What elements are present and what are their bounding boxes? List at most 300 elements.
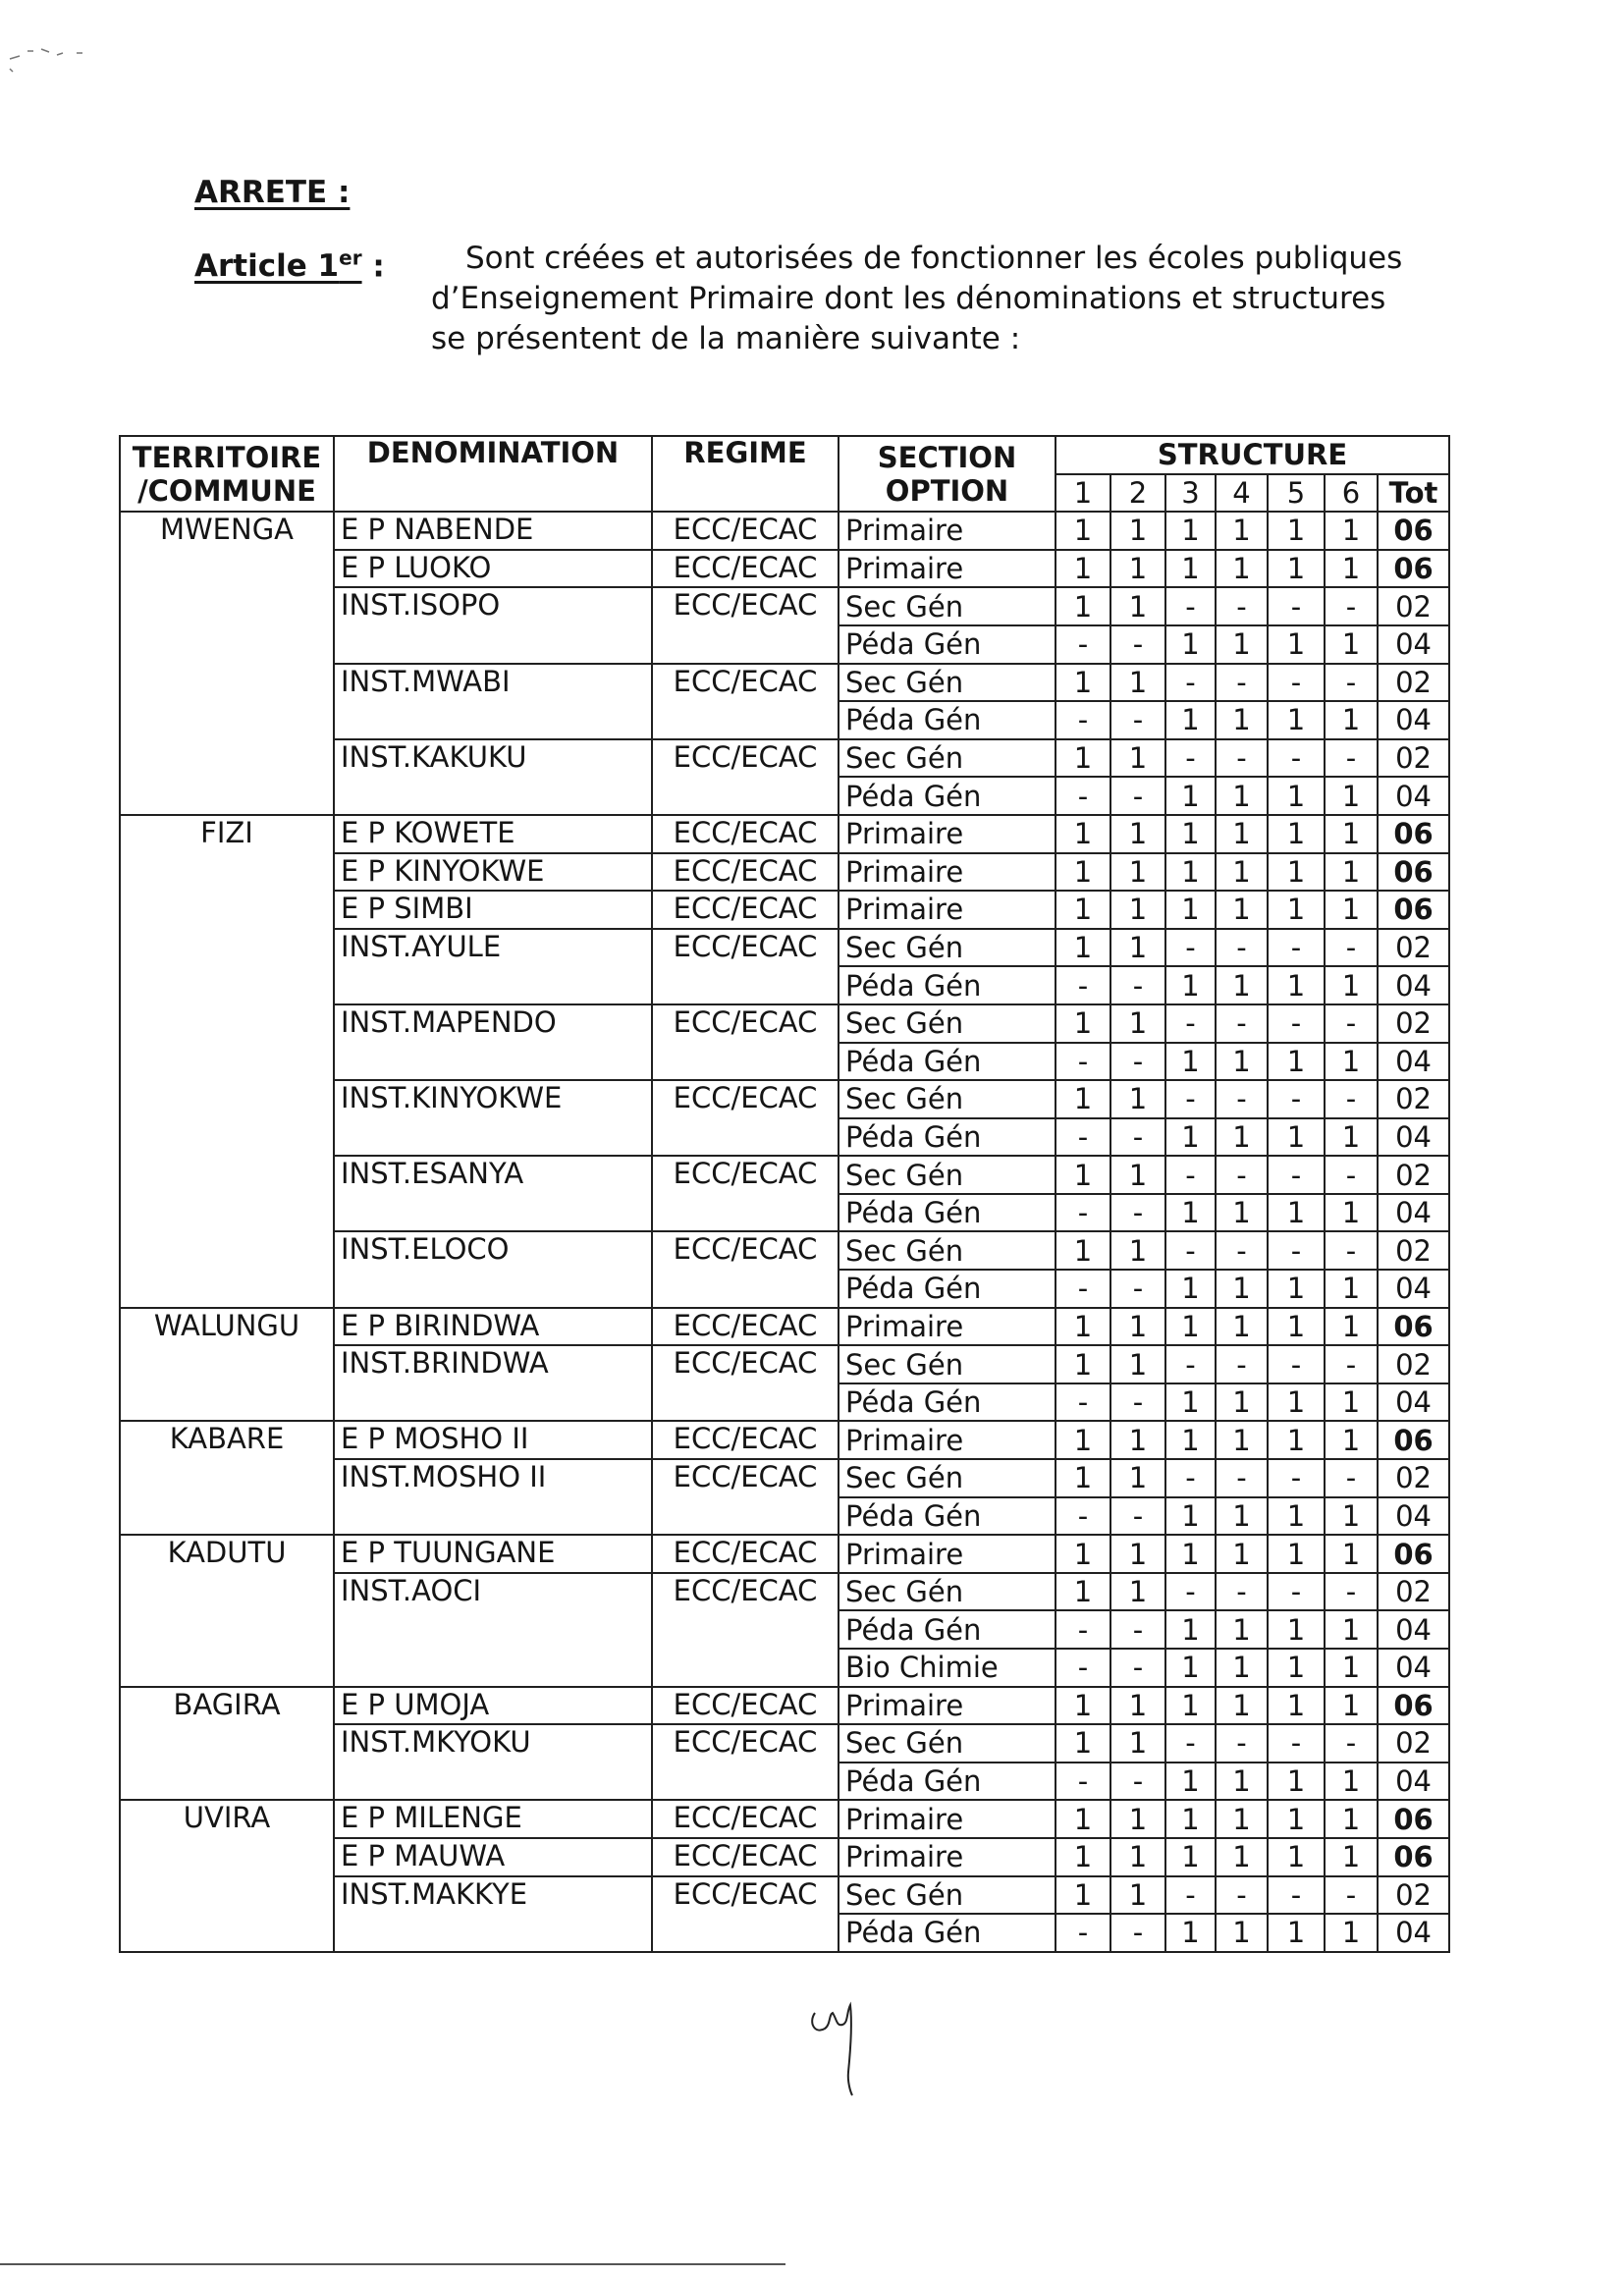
cell-regime: ECC/ECAC xyxy=(652,1004,839,1080)
cell-grade-2: 1 xyxy=(1110,1876,1165,1915)
cell-grade-3: - xyxy=(1165,929,1216,967)
cell-grade-4: 1 xyxy=(1216,1118,1268,1157)
cell-total: 04 xyxy=(1378,1914,1449,1952)
cell-territoire: KABARE xyxy=(120,1421,334,1535)
cell-total: 06 xyxy=(1378,550,1449,588)
cell-grade-3: 1 xyxy=(1165,1914,1216,1952)
cell-grade-4: 1 xyxy=(1216,1383,1268,1422)
cell-grade-1: - xyxy=(1056,701,1110,739)
cell-grade-3: 1 xyxy=(1165,1649,1216,1687)
cell-total: 06 xyxy=(1378,1800,1449,1838)
cell-grade-4: - xyxy=(1216,664,1268,702)
page-heading: ARRETE : xyxy=(194,175,351,210)
cell-total: 02 xyxy=(1378,1156,1449,1194)
cell-total: 04 xyxy=(1378,1497,1449,1536)
cell-grade-2: 1 xyxy=(1110,929,1165,967)
cell-regime: ECC/ECAC xyxy=(652,929,839,1004)
cell-territoire: BAGIRA xyxy=(120,1687,334,1801)
cell-grade-5: 1 xyxy=(1268,777,1325,815)
cell-grade-6: - xyxy=(1325,664,1378,702)
table-row xyxy=(120,512,1449,550)
cell-regime: ECC/ECAC xyxy=(652,550,839,588)
cell-grade-5: - xyxy=(1268,929,1325,967)
cell-regime: ECC/ECAC xyxy=(652,891,839,929)
cell-grade-1: - xyxy=(1056,1610,1110,1649)
cell-grade-5: 1 xyxy=(1268,891,1325,929)
cell-grade-1: 1 xyxy=(1056,1421,1110,1459)
cell-grade-5: 1 xyxy=(1268,550,1325,588)
cell-section-option: Primaire xyxy=(839,853,1056,892)
cell-grade-4: 1 xyxy=(1216,1763,1268,1801)
cell-section-option: Primaire xyxy=(839,815,1056,853)
cell-grade-2: - xyxy=(1110,701,1165,739)
cell-section-option: Sec Gén xyxy=(839,1459,1056,1497)
cell-grade-6: 1 xyxy=(1325,1649,1378,1687)
table-body xyxy=(120,512,1449,1952)
article-1 xyxy=(194,239,1403,356)
cell-grade-6: 1 xyxy=(1325,1610,1378,1649)
cell-section-option: Bio Chimie xyxy=(839,1649,1056,1687)
cell-regime: ECC/ECAC xyxy=(652,1687,839,1725)
cell-denomination: E P SIMBI xyxy=(334,891,652,929)
cell-grade-3: - xyxy=(1165,1004,1216,1043)
article-text-line-3: se présentent de la manière suivante : xyxy=(431,321,1021,356)
cell-grade-1: - xyxy=(1056,625,1110,664)
cell-section-option: Sec Gén xyxy=(839,739,1056,778)
cell-section-option: Sec Gén xyxy=(839,1156,1056,1194)
table-row xyxy=(120,1535,1449,1573)
cell-section-option: Sec Gén xyxy=(839,1231,1056,1270)
cell-grade-1: - xyxy=(1056,1383,1110,1422)
cell-total: 06 xyxy=(1378,512,1449,550)
cell-grade-3: 1 xyxy=(1165,1535,1216,1573)
cell-total: 02 xyxy=(1378,1876,1449,1915)
cell-grade-3: 1 xyxy=(1165,1610,1216,1649)
cell-total: 06 xyxy=(1378,1421,1449,1459)
cell-grade-6: 1 xyxy=(1325,1535,1378,1573)
cell-grade-1: - xyxy=(1056,1043,1110,1081)
cell-grade-2: 1 xyxy=(1110,891,1165,929)
cell-section-option: Sec Gén xyxy=(839,1080,1056,1118)
cell-grade-1: 1 xyxy=(1056,1004,1110,1043)
header-territoire: TERRITOIRE /COMMUNE xyxy=(120,436,334,512)
cell-denomination: E P BIRINDWA xyxy=(334,1308,652,1346)
cell-regime: ECC/ECAC xyxy=(652,1573,839,1687)
cell-total: 02 xyxy=(1378,929,1449,967)
cell-grade-5: 1 xyxy=(1268,853,1325,892)
cell-grade-1: 1 xyxy=(1056,1838,1110,1876)
cell-grade-6: 1 xyxy=(1325,1043,1378,1081)
cell-grade-2: - xyxy=(1110,777,1165,815)
cell-grade-3: 1 xyxy=(1165,1763,1216,1801)
article-text-line-1: Sont créées et autorisées de fonctionner les écoles publiques xyxy=(465,241,1403,276)
cell-grade-4: - xyxy=(1216,1876,1268,1915)
cell-section-option: Sec Gén xyxy=(839,1573,1056,1611)
cell-denomination: E P NABENDE xyxy=(334,512,652,550)
cell-grade-5: 1 xyxy=(1268,1535,1325,1573)
cell-grade-6: - xyxy=(1325,1156,1378,1194)
cell-grade-4: - xyxy=(1216,929,1268,967)
cell-total: 04 xyxy=(1378,777,1449,815)
cell-regime: ECC/ECAC xyxy=(652,1231,839,1307)
cell-grade-5: 1 xyxy=(1268,1308,1325,1346)
cell-grade-5: - xyxy=(1268,1459,1325,1497)
cell-grade-6: 1 xyxy=(1325,550,1378,588)
cell-grade-5: 1 xyxy=(1268,815,1325,853)
table-row xyxy=(120,1308,1449,1346)
cell-section-option: Primaire xyxy=(839,512,1056,550)
cell-section-option: Péda Gén xyxy=(839,1914,1056,1952)
cell-total: 04 xyxy=(1378,1610,1449,1649)
cell-grade-6: 1 xyxy=(1325,1497,1378,1536)
header-grade-3: 3 xyxy=(1165,474,1216,513)
cell-regime: ECC/ECAC xyxy=(652,1308,839,1346)
cell-total: 06 xyxy=(1378,815,1449,853)
cell-grade-6: 1 xyxy=(1325,1118,1378,1157)
header-row-1 xyxy=(120,436,1449,474)
cell-grade-3: - xyxy=(1165,1876,1216,1915)
cell-grade-3: 1 xyxy=(1165,1838,1216,1876)
cell-grade-4: 1 xyxy=(1216,1308,1268,1346)
cell-total: 02 xyxy=(1378,587,1449,625)
cell-grade-3: - xyxy=(1165,1080,1216,1118)
cell-total: 02 xyxy=(1378,1231,1449,1270)
cell-territoire: MWENGA xyxy=(120,512,334,815)
cell-denomination: INST.AOCI xyxy=(334,1573,652,1687)
cell-grade-3: 1 xyxy=(1165,1421,1216,1459)
cell-grade-6: 1 xyxy=(1325,1270,1378,1308)
cell-total: 04 xyxy=(1378,1043,1449,1081)
cell-denomination: E P MOSHO II xyxy=(334,1421,652,1459)
cell-grade-3: - xyxy=(1165,664,1216,702)
cell-grade-4: 1 xyxy=(1216,1800,1268,1838)
cell-total: 02 xyxy=(1378,1080,1449,1118)
cell-grade-1: 1 xyxy=(1056,1800,1110,1838)
cell-grade-3: - xyxy=(1165,739,1216,778)
cell-grade-6: 1 xyxy=(1325,1308,1378,1346)
cell-grade-6: - xyxy=(1325,1345,1378,1383)
header-grade-2: 2 xyxy=(1110,474,1165,513)
cell-grade-3: - xyxy=(1165,1156,1216,1194)
cell-grade-3: - xyxy=(1165,1345,1216,1383)
cell-denomination: E P TUUNGANE xyxy=(334,1535,652,1573)
cell-grade-2: - xyxy=(1110,1763,1165,1801)
scan-bottom-line xyxy=(0,2263,785,2265)
cell-grade-1: 1 xyxy=(1056,853,1110,892)
cell-section-option: Sec Gén xyxy=(839,1876,1056,1915)
cell-grade-3: 1 xyxy=(1165,512,1216,550)
cell-total: 06 xyxy=(1378,1308,1449,1346)
cell-section-option: Primaire xyxy=(839,1535,1056,1573)
cell-section-option: Péda Gén xyxy=(839,1194,1056,1232)
cell-grade-1: 1 xyxy=(1056,1724,1110,1763)
header-denomination: DENOMINATION xyxy=(334,436,652,512)
cell-section-option: Primaire xyxy=(839,1687,1056,1725)
cell-total: 06 xyxy=(1378,853,1449,892)
cell-grade-5: 1 xyxy=(1268,1497,1325,1536)
cell-grade-4: - xyxy=(1216,1724,1268,1763)
cell-grade-6: - xyxy=(1325,929,1378,967)
cell-grade-3: 1 xyxy=(1165,966,1216,1004)
cell-total: 02 xyxy=(1378,1345,1449,1383)
cell-grade-1: 1 xyxy=(1056,891,1110,929)
cell-grade-5: 1 xyxy=(1268,1649,1325,1687)
cell-denomination: INST.MWABI xyxy=(334,664,652,739)
cell-grade-6: 1 xyxy=(1325,966,1378,1004)
cell-grade-3: 1 xyxy=(1165,1043,1216,1081)
cell-grade-2: - xyxy=(1110,1914,1165,1952)
cell-grade-4: 1 xyxy=(1216,1270,1268,1308)
cell-section-option: Primaire xyxy=(839,891,1056,929)
cell-grade-2: 1 xyxy=(1110,664,1165,702)
cell-grade-2: 1 xyxy=(1110,587,1165,625)
cell-denomination: INST.MKYOKU xyxy=(334,1724,652,1800)
cell-grade-5: 1 xyxy=(1268,1383,1325,1422)
cell-denomination: INST.ESANYA xyxy=(334,1156,652,1231)
cell-grade-2: 1 xyxy=(1110,512,1165,550)
cell-grade-2: 1 xyxy=(1110,815,1165,853)
cell-grade-5: 1 xyxy=(1268,1800,1325,1838)
cell-section-option: Primaire xyxy=(839,1308,1056,1346)
cell-grade-4: - xyxy=(1216,1573,1268,1611)
scan-specks xyxy=(8,39,145,79)
cell-grade-2: 1 xyxy=(1110,1800,1165,1838)
cell-grade-5: 1 xyxy=(1268,1270,1325,1308)
cell-grade-3: 1 xyxy=(1165,1687,1216,1725)
cell-grade-6: - xyxy=(1325,1724,1378,1763)
cell-grade-6: 1 xyxy=(1325,1383,1378,1422)
cell-denomination: INST.AYULE xyxy=(334,929,652,1004)
header-structure: STRUCTURE xyxy=(1056,436,1449,474)
cell-grade-5: - xyxy=(1268,1724,1325,1763)
cell-denomination: E P UMOJA xyxy=(334,1687,652,1725)
cell-grade-4: - xyxy=(1216,1080,1268,1118)
cell-section-option: Primaire xyxy=(839,550,1056,588)
cell-grade-1: 1 xyxy=(1056,1080,1110,1118)
cell-grade-3: 1 xyxy=(1165,891,1216,929)
schools-structure-table xyxy=(119,435,1450,1953)
cell-denomination: E P LUOKO xyxy=(334,550,652,588)
cell-grade-5: 1 xyxy=(1268,1838,1325,1876)
cell-grade-4: 1 xyxy=(1216,777,1268,815)
cell-grade-6: 1 xyxy=(1325,1763,1378,1801)
cell-section-option: Péda Gén xyxy=(839,1383,1056,1422)
cell-grade-2: - xyxy=(1110,1383,1165,1422)
cell-grade-6: 1 xyxy=(1325,815,1378,853)
cell-grade-5: 1 xyxy=(1268,1763,1325,1801)
cell-grade-5: - xyxy=(1268,664,1325,702)
cell-total: 02 xyxy=(1378,739,1449,778)
cell-section-option: Péda Gén xyxy=(839,1118,1056,1157)
cell-total: 04 xyxy=(1378,1383,1449,1422)
cell-grade-5: - xyxy=(1268,1876,1325,1915)
cell-grade-6: - xyxy=(1325,739,1378,778)
cell-grade-2: - xyxy=(1110,1194,1165,1232)
cell-grade-6: 1 xyxy=(1325,1914,1378,1952)
header-grade-6: 6 xyxy=(1325,474,1378,513)
cell-section-option: Péda Gén xyxy=(839,1497,1056,1536)
cell-total: 02 xyxy=(1378,1724,1449,1763)
cell-territoire: KADUTU xyxy=(120,1535,334,1686)
cell-grade-1: 1 xyxy=(1056,929,1110,967)
article-text xyxy=(431,279,1403,359)
cell-grade-2: 1 xyxy=(1110,1687,1165,1725)
cell-grade-1: - xyxy=(1056,1497,1110,1536)
cell-grade-2: 1 xyxy=(1110,1156,1165,1194)
header-regime: REGIME xyxy=(652,436,839,512)
cell-grade-5: 1 xyxy=(1268,1687,1325,1725)
table-row xyxy=(120,1421,1449,1459)
cell-grade-1: 1 xyxy=(1056,815,1110,853)
cell-grade-6: - xyxy=(1325,1573,1378,1611)
cell-territoire: FIZI xyxy=(120,815,334,1308)
cell-grade-6: 1 xyxy=(1325,1194,1378,1232)
table-row xyxy=(120,1687,1449,1725)
cell-section-option: Sec Gén xyxy=(839,1345,1056,1383)
cell-grade-4: 1 xyxy=(1216,550,1268,588)
cell-grade-4: - xyxy=(1216,1231,1268,1270)
cell-denomination: INST.MAKKYE xyxy=(334,1876,652,1952)
cell-section-option: Sec Gén xyxy=(839,929,1056,967)
cell-section-option: Péda Gén xyxy=(839,625,1056,664)
cell-regime: ECC/ECAC xyxy=(652,1838,839,1876)
cell-grade-2: 1 xyxy=(1110,1231,1165,1270)
cell-denomination: E P MILENGE xyxy=(334,1800,652,1838)
cell-section-option: Péda Gén xyxy=(839,1270,1056,1308)
cell-grade-5: 1 xyxy=(1268,625,1325,664)
cell-grade-6: - xyxy=(1325,587,1378,625)
header-section-option: SECTION OPTION xyxy=(839,436,1056,512)
cell-grade-5: - xyxy=(1268,739,1325,778)
cell-grade-3: 1 xyxy=(1165,1497,1216,1536)
cell-grade-5: 1 xyxy=(1268,701,1325,739)
cell-grade-3: 1 xyxy=(1165,1308,1216,1346)
cell-total: 02 xyxy=(1378,1573,1449,1611)
cell-grade-6: - xyxy=(1325,1876,1378,1915)
cell-grade-3: 1 xyxy=(1165,550,1216,588)
cell-grade-3: 1 xyxy=(1165,1118,1216,1157)
cell-territoire: UVIRA xyxy=(120,1800,334,1951)
cell-section-option: Primaire xyxy=(839,1800,1056,1838)
header-grade-1: 1 xyxy=(1056,474,1110,513)
cell-grade-2: 1 xyxy=(1110,1459,1165,1497)
cell-grade-1: 1 xyxy=(1056,1535,1110,1573)
cell-grade-3: 1 xyxy=(1165,1194,1216,1232)
cell-grade-1: 1 xyxy=(1056,1308,1110,1346)
cell-grade-2: - xyxy=(1110,1649,1165,1687)
cell-grade-2: - xyxy=(1110,966,1165,1004)
cell-grade-2: 1 xyxy=(1110,1421,1165,1459)
cell-grade-1: - xyxy=(1056,1763,1110,1801)
cell-grade-3: 1 xyxy=(1165,853,1216,892)
cell-grade-4: 1 xyxy=(1216,815,1268,853)
cell-section-option: Péda Gén xyxy=(839,966,1056,1004)
cell-total: 04 xyxy=(1378,1763,1449,1801)
cell-total: 06 xyxy=(1378,891,1449,929)
cell-grade-6: - xyxy=(1325,1004,1378,1043)
cell-regime: ECC/ECAC xyxy=(652,1459,839,1535)
cell-grade-5: 1 xyxy=(1268,1043,1325,1081)
cell-grade-2: - xyxy=(1110,1497,1165,1536)
cell-grade-2: 1 xyxy=(1110,1004,1165,1043)
cell-grade-2: - xyxy=(1110,1118,1165,1157)
cell-grade-3: 1 xyxy=(1165,815,1216,853)
cell-grade-1: 1 xyxy=(1056,1345,1110,1383)
cell-regime: ECC/ECAC xyxy=(652,1800,839,1838)
cell-grade-6: - xyxy=(1325,1080,1378,1118)
cell-grade-2: 1 xyxy=(1110,1345,1165,1383)
cell-grade-4: 1 xyxy=(1216,1043,1268,1081)
cell-regime: ECC/ECAC xyxy=(652,1876,839,1952)
cell-grade-4: 1 xyxy=(1216,512,1268,550)
cell-grade-1: 1 xyxy=(1056,1459,1110,1497)
cell-grade-3: - xyxy=(1165,1231,1216,1270)
cell-total: 06 xyxy=(1378,1838,1449,1876)
cell-grade-4: - xyxy=(1216,1156,1268,1194)
cell-grade-4: 1 xyxy=(1216,1194,1268,1232)
cell-grade-2: 1 xyxy=(1110,1573,1165,1611)
cell-grade-5: - xyxy=(1268,1156,1325,1194)
cell-grade-1: 1 xyxy=(1056,1687,1110,1725)
cell-grade-3: 1 xyxy=(1165,625,1216,664)
cell-grade-3: - xyxy=(1165,1459,1216,1497)
cell-grade-6: 1 xyxy=(1325,853,1378,892)
cell-grade-4: - xyxy=(1216,1459,1268,1497)
cell-grade-2: 1 xyxy=(1110,550,1165,588)
cell-grade-1: 1 xyxy=(1056,1156,1110,1194)
cell-grade-2: 1 xyxy=(1110,1080,1165,1118)
cell-denomination: E P KINYOKWE xyxy=(334,853,652,892)
cell-section-option: Péda Gén xyxy=(839,777,1056,815)
cell-total: 04 xyxy=(1378,1649,1449,1687)
cell-denomination: E P MAUWA xyxy=(334,1838,652,1876)
cell-grade-1: 1 xyxy=(1056,512,1110,550)
cell-grade-4: 1 xyxy=(1216,1497,1268,1536)
cell-section-option: Sec Gén xyxy=(839,664,1056,702)
cell-denomination: INST.MAPENDO xyxy=(334,1004,652,1080)
cell-denomination: INST.ELOCO xyxy=(334,1231,652,1307)
cell-grade-4: - xyxy=(1216,587,1268,625)
cell-grade-1: - xyxy=(1056,1194,1110,1232)
cell-grade-5: 1 xyxy=(1268,1118,1325,1157)
cell-grade-4: 1 xyxy=(1216,1649,1268,1687)
cell-grade-5: 1 xyxy=(1268,1610,1325,1649)
cell-denomination: INST.BRINDWA xyxy=(334,1345,652,1421)
cell-grade-6: 1 xyxy=(1325,777,1378,815)
cell-grade-2: - xyxy=(1110,1043,1165,1081)
cell-grade-1: 1 xyxy=(1056,1573,1110,1611)
cell-grade-2: 1 xyxy=(1110,1838,1165,1876)
cell-grade-6: 1 xyxy=(1325,1800,1378,1838)
cell-grade-5: 1 xyxy=(1268,966,1325,1004)
cell-section-option: Péda Gén xyxy=(839,1763,1056,1801)
handwritten-signature xyxy=(803,1993,882,2101)
cell-total: 04 xyxy=(1378,701,1449,739)
cell-grade-3: - xyxy=(1165,587,1216,625)
cell-section-option: Péda Gén xyxy=(839,701,1056,739)
article-label: Article 1er xyxy=(194,246,362,285)
cell-grade-5: - xyxy=(1268,1080,1325,1118)
cell-grade-4: 1 xyxy=(1216,625,1268,664)
cell-grade-3: - xyxy=(1165,1724,1216,1763)
cell-grade-1: - xyxy=(1056,1914,1110,1952)
cell-regime: ECC/ECAC xyxy=(652,1345,839,1421)
cell-grade-6: - xyxy=(1325,1459,1378,1497)
cell-grade-4: - xyxy=(1216,1004,1268,1043)
cell-grade-1: - xyxy=(1056,1270,1110,1308)
cell-total: 04 xyxy=(1378,966,1449,1004)
cell-grade-5: - xyxy=(1268,587,1325,625)
